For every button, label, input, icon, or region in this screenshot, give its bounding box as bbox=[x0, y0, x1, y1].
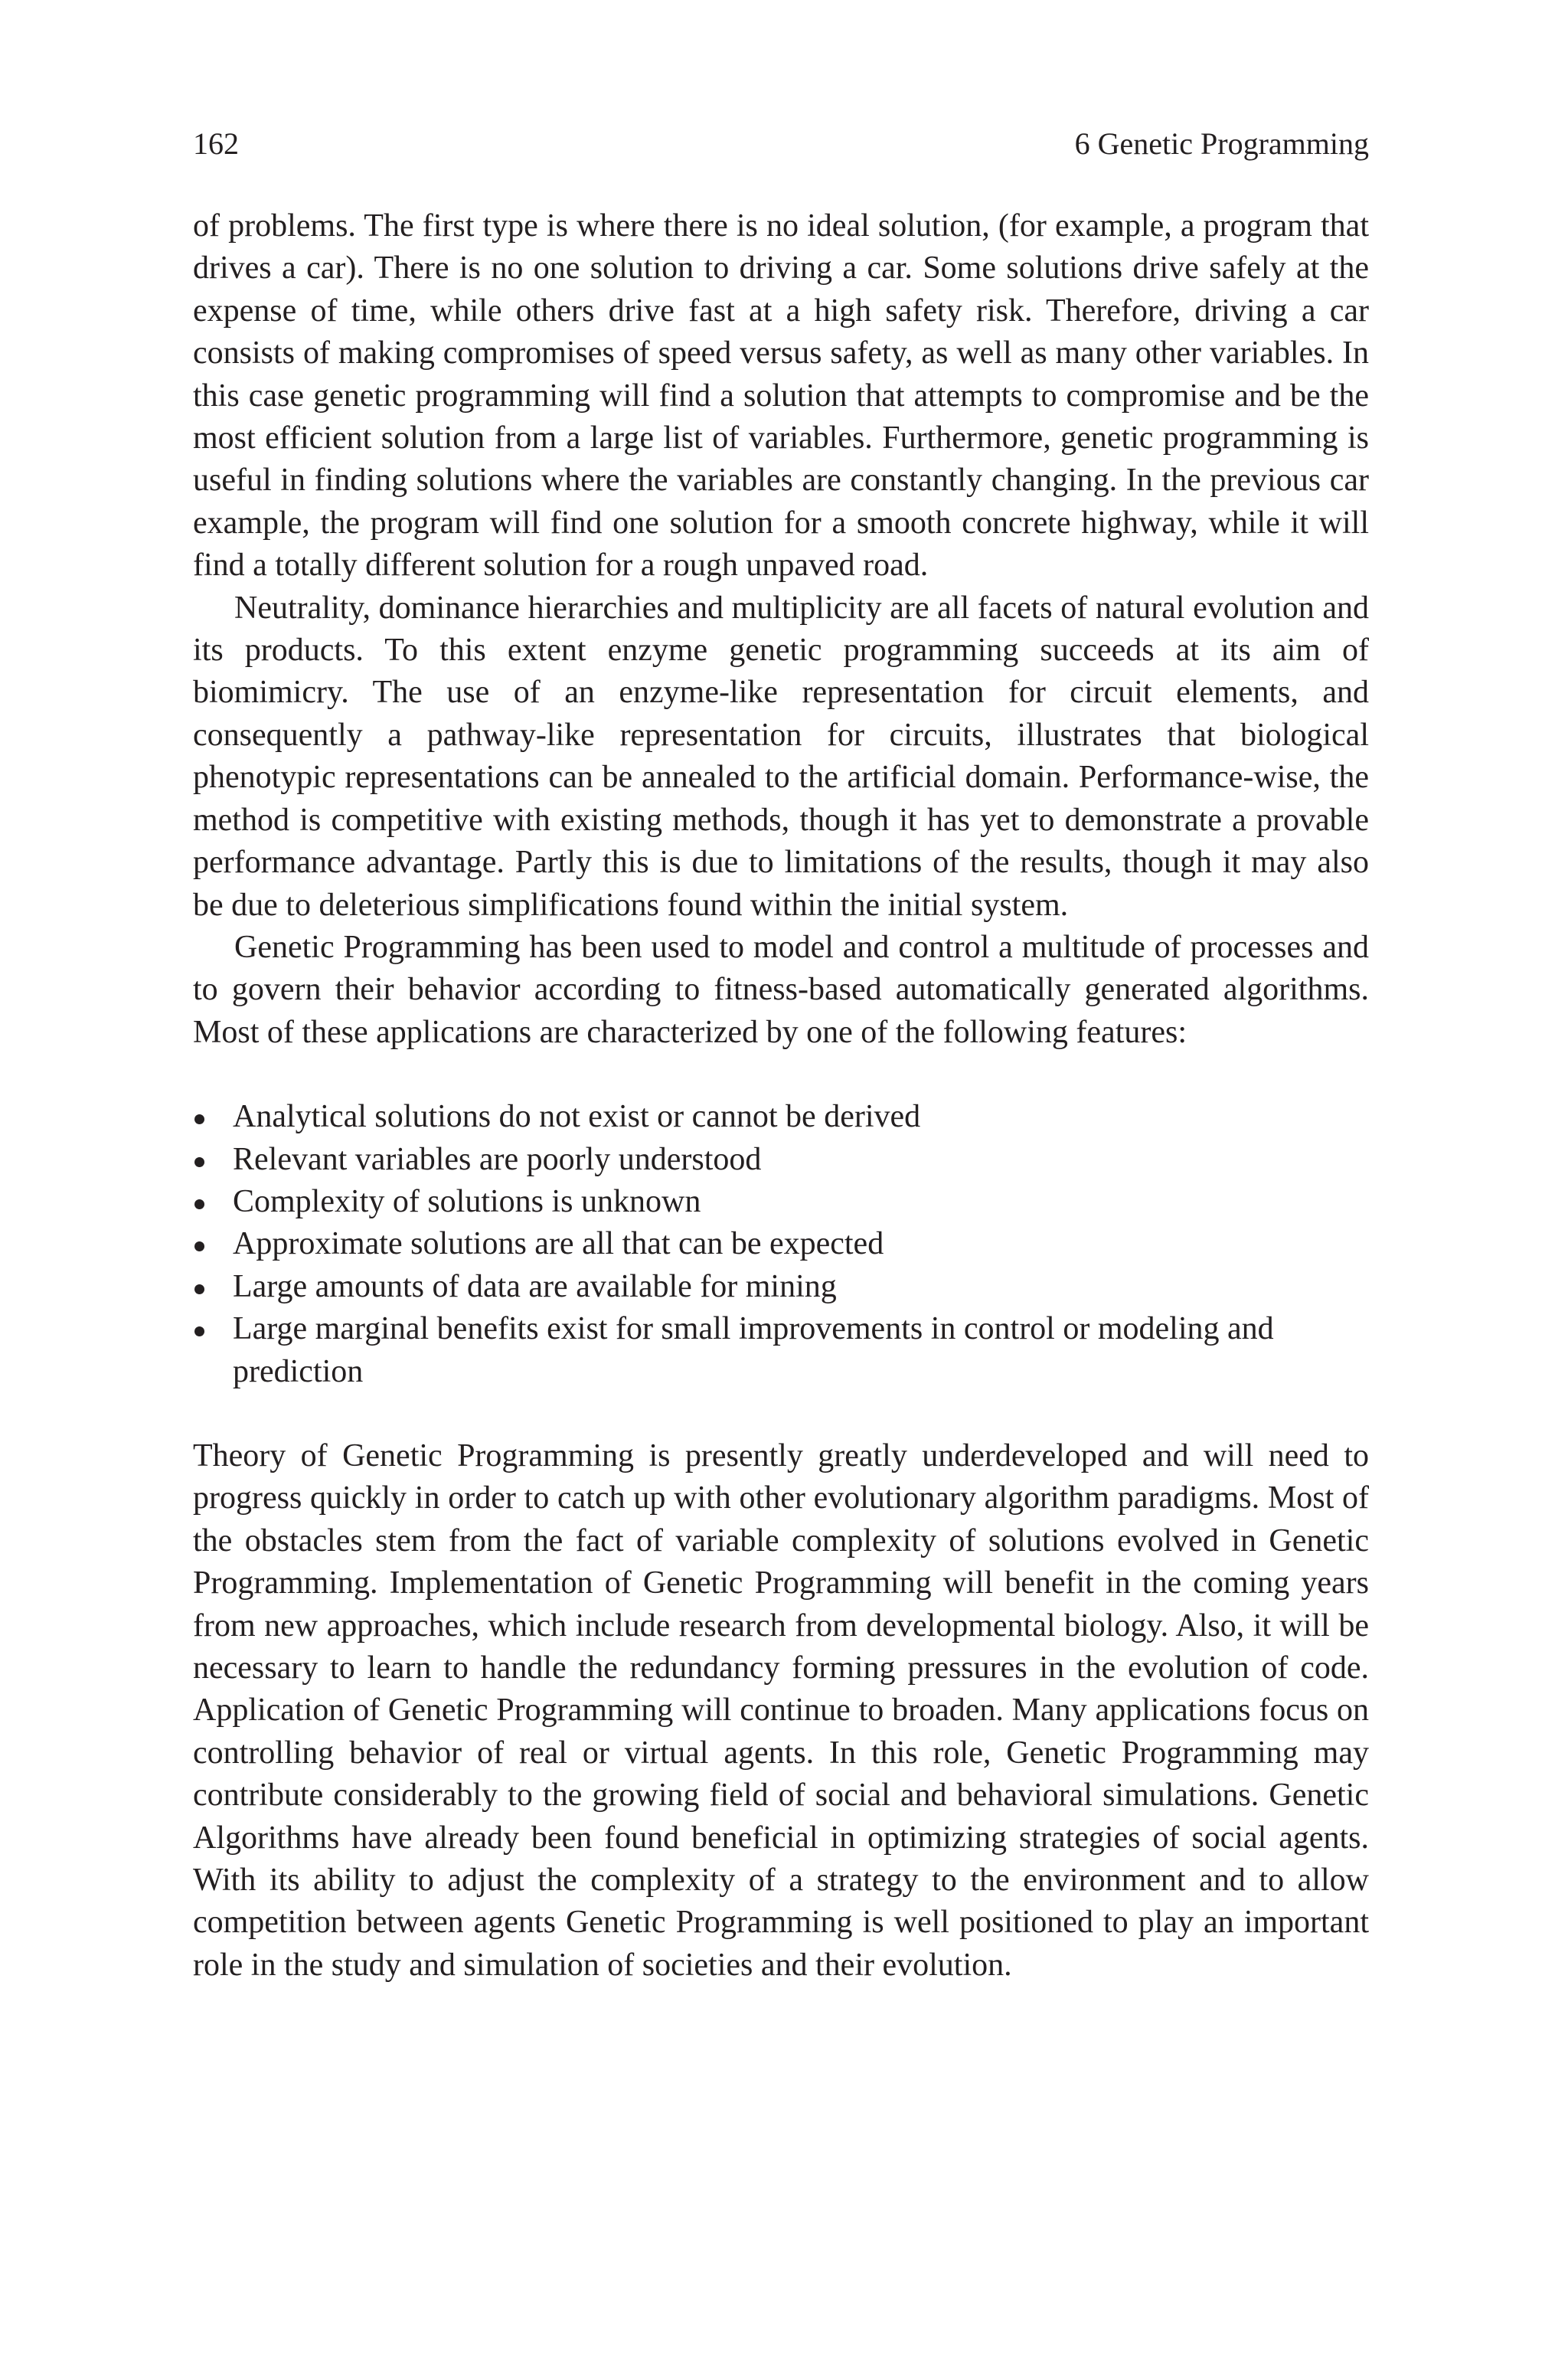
paragraph-neutrality: Neutrality, dominance hierarchies and multiplicity are all facets of natural evolution and its products. To this extent enzyme genetic programming succeeds at its aim of biomimicry. The use of an enzyme-like representation for circuit elements, and consequently a pathway-like representation for circuits, illustrates that biological phenotypic representations can be annealed to the artificial domain. Performance-wise, the method is competitive with existing methods, though it has yet to demonstrate a provable performance advantage. Partly this is due to limitations of the results, though it may also be due to deleterious simplifications found within the initial system. bbox=[193, 590, 1369, 923]
bullet-icon bbox=[194, 1284, 204, 1294]
bullet-icon bbox=[194, 1157, 204, 1167]
paragraph-continuation: of problems. The first type is where there is no ideal solution, (for example, a program that drives a car). There is no one solution to driving a car. Some solutions drive safely at the expense of time, while others drive fast at a high safety risk. Therefore, driving a car consists of making compromises of speed versus safety, as well as many other variables. In this case genetic programming will find a solution that attempts to compromise and be the most efficient solution from a large list of variables. Furthermore, genetic programming is useful in finding solutions where the variables are constantly changing. In the previous car example, the program will find one solution for a smooth concrete highway, while it will find a totally different solution for a rough unpaved road. bbox=[193, 208, 1369, 584]
list-item-text: Large amounts of data are available for mining bbox=[233, 1268, 837, 1304]
feature-list bbox=[193, 1096, 1369, 1393]
list-item-text: Relevant variables are poorly understood bbox=[233, 1141, 762, 1177]
page-number: 162 bbox=[193, 126, 239, 161]
body-text bbox=[193, 205, 1369, 1987]
list-item-text: Approximate solutions are all that can be expected bbox=[233, 1226, 884, 1262]
list-item bbox=[193, 1223, 1369, 1265]
bullet-icon bbox=[194, 1326, 204, 1336]
list-item-text: Complexity of solutions is unknown bbox=[233, 1183, 701, 1219]
list-item-text: Large marginal benefits exist for small improvements in control or modeling and prediction bbox=[233, 1311, 1274, 1389]
paragraph-theory: Theory of Genetic Programming is presently greatly underdeveloped and will need to progress quickly in order to catch up with other evolutionary algorithm paradigms. Most of the obstacles stem from the fact of variable complexity of solutions evolved in Genetic Programming. Implementation of Genetic Programming will benefit in the coming years from new approaches, which include research from developmental biology. Also, it will be necessary to learn to handle the redundancy forming pressures in the evolution of code. Application of Genetic Programming will continue to broaden. Many applications focus on controlling behavior of real or virtual agents. In this role, Genetic Programming may contribute considerably to the growing field of social and behavioral simulations. Genetic Algorithms have already been found beneficial in optimizing strategies of social agents. With its ability to adjust the complexity of a strategy to the environment and to allow competition between agents Genetic Programming is well positioned to play an important role in the study and simulation of societies and their evolution. bbox=[193, 1437, 1369, 1983]
list-item bbox=[193, 1096, 1369, 1138]
bullet-icon bbox=[194, 1241, 204, 1251]
list-item bbox=[193, 1308, 1369, 1393]
list-item bbox=[193, 1181, 1369, 1223]
list-item bbox=[193, 1266, 1369, 1308]
paragraph-applications: Genetic Programming has been used to model and control a multitude of processes and to govern their behavior according to fitness-based automatically generated algorithms. Most of these applications are characterized by one of the following features: bbox=[193, 929, 1369, 1050]
bullet-icon bbox=[194, 1199, 204, 1209]
bullet-icon bbox=[194, 1114, 204, 1124]
list-item bbox=[193, 1139, 1369, 1181]
chapter-title: 6 Genetic Programming bbox=[1074, 126, 1369, 161]
list-item-text: Analytical solutions do not exist or cannot be derived bbox=[233, 1099, 921, 1135]
